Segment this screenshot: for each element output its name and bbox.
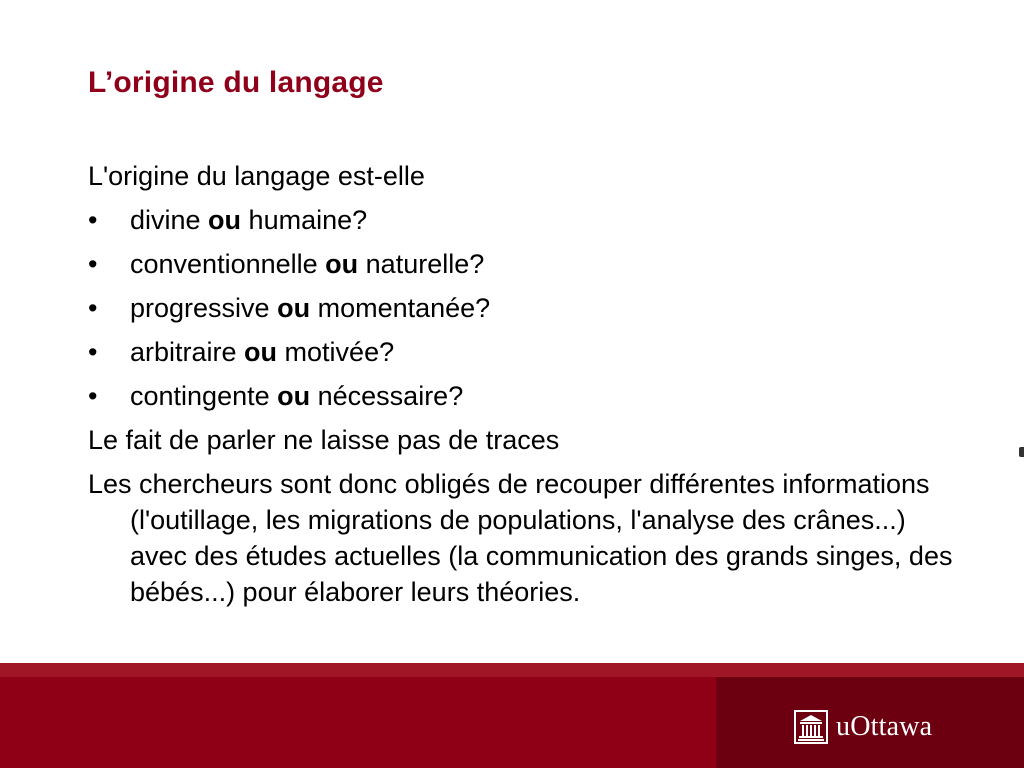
option-right: nécessaire? <box>310 381 464 411</box>
connector-word: ou <box>325 249 359 279</box>
intro-text: L'origine du langage est-elle <box>88 161 425 191</box>
option-left: arbitraire <box>130 337 245 367</box>
connector-word: ou <box>208 205 242 235</box>
option-right: motivée? <box>277 337 395 367</box>
bullet-icon: • <box>88 381 98 411</box>
footer-accent-stripe <box>0 663 1024 677</box>
university-building-icon <box>794 709 828 745</box>
option-left: conventionnelle <box>130 249 326 279</box>
research-paragraph: Les chercheurs sont donc obligés de recouper différentes informations (l'outillage, les migrations de populations, l'analyse des crânes...) avec des études actuelles (la communication des grands singes, des bébés...) pour élaborer leurs théories. <box>88 469 953 607</box>
connector-word: ou <box>277 381 311 411</box>
connector-word: ou <box>244 337 278 367</box>
option-right: naturelle? <box>358 249 485 279</box>
bullet-icon: • <box>88 205 98 235</box>
option-left: contingente <box>130 381 278 411</box>
logo-text: uOttawa <box>836 711 933 742</box>
option-left: divine <box>130 205 209 235</box>
option-left: progressive <box>130 293 278 323</box>
bullet-icon: • <box>88 293 98 323</box>
option-right: momentanée? <box>310 293 491 323</box>
question-item <box>88 334 968 370</box>
question-item <box>88 202 968 238</box>
edge-mark <box>1019 447 1024 457</box>
bullet-icon: • <box>88 249 98 279</box>
option-right: humaine? <box>241 205 368 235</box>
bullet-icon: • <box>88 337 98 367</box>
slide-content <box>88 158 968 610</box>
slide-title: L’origine du langage <box>88 66 384 99</box>
question-item <box>88 378 968 414</box>
traces-paragraph: Le fait de parler ne laisse pas de traces <box>88 425 560 455</box>
uottawa-logo <box>794 707 932 747</box>
question-item <box>88 290 968 326</box>
connector-word: ou <box>277 293 311 323</box>
question-item <box>88 246 968 282</box>
question-list <box>88 202 968 414</box>
